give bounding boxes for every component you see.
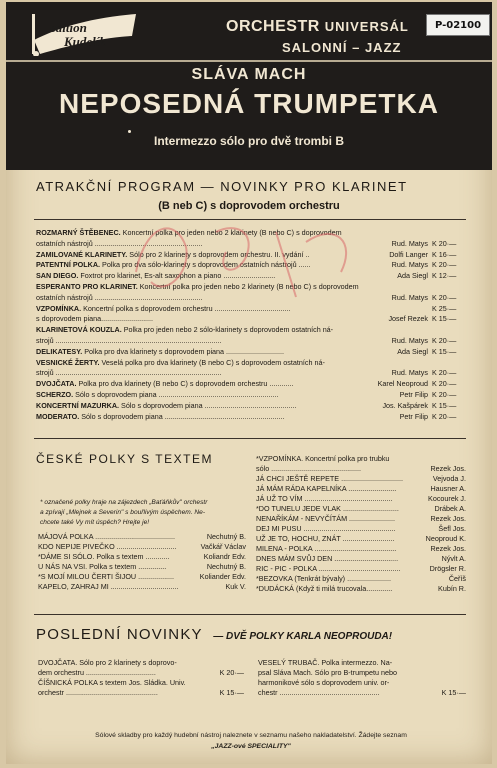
posledni-subtitle: — DVĚ POLKY KARLA NEOPROUDA! bbox=[213, 631, 393, 642]
list-item bbox=[256, 484, 466, 494]
list-item-title: DEJ MI PUSU .............................................. bbox=[256, 524, 396, 533]
list-item bbox=[256, 544, 466, 554]
program-row-text bbox=[36, 347, 284, 358]
program-row-author: Rud. Matys bbox=[391, 260, 428, 270]
list-item-title: JÁ CHCI JEŠTĚ REPETE ............................... bbox=[256, 474, 403, 483]
list-item-title: *DO TUNELU JEDE VLAK ............................ bbox=[256, 504, 399, 513]
program-row-desc: Sólo s doprovodem piana .............................................. bbox=[119, 400, 297, 410]
program-row-author: Karel Neoproud bbox=[377, 379, 428, 389]
list-item bbox=[38, 552, 246, 562]
list-item bbox=[256, 454, 466, 464]
piece-title: NEPOSEDNÁ TRUMPETKA bbox=[59, 88, 439, 119]
dot-mark bbox=[128, 130, 131, 133]
list-item-author: Hausner A. bbox=[430, 484, 466, 493]
program-row-author: Ada Siegl bbox=[397, 346, 428, 356]
list-item-title: harmonikové sólo s doprovodem univ. or- bbox=[258, 678, 390, 687]
list-item-title: DNES MÁM SVŮJ DEN ................................ bbox=[256, 554, 399, 563]
program-row-author: Rud. Matys bbox=[391, 238, 428, 248]
list-item-author: Rezek Jos. bbox=[430, 544, 466, 553]
list-item-author: Drögsler R. bbox=[429, 564, 466, 573]
list-item-author: Koliandr Edv. bbox=[203, 552, 246, 561]
program-row-name: ZAMILOVANÉ KLARINETY. bbox=[36, 249, 128, 259]
list-item-title: UŽ JE TO, HOCHU, ZNÁT .......................... bbox=[256, 534, 395, 543]
program-row-desc: Veselá polka pro dva klarinety (B nebo C) s doprovodem ostatních ná- bbox=[99, 357, 325, 367]
list-item bbox=[38, 542, 246, 552]
list-item-title: MÁJOVÁ POLKA ........................................ bbox=[38, 532, 175, 541]
ceske-right-list bbox=[256, 454, 466, 594]
program-row bbox=[36, 314, 466, 325]
list-item-title: JÁ UŽ TO VÍM ............................................ bbox=[256, 494, 393, 503]
ceske-left-list bbox=[38, 532, 246, 592]
list-item-title: KDO NEPIJE PIVEČKO .............................. bbox=[38, 542, 177, 551]
ceske-title: ČESKÉ POLKY S TEXTEM bbox=[36, 452, 213, 466]
program-row-author: Rud. Matys bbox=[391, 368, 428, 378]
program-row-text bbox=[36, 250, 310, 261]
program-row-text bbox=[36, 260, 311, 271]
middle-separator bbox=[34, 438, 466, 439]
list-item-author: Vejvoda J. bbox=[432, 474, 466, 483]
program-row bbox=[36, 325, 466, 336]
program-row bbox=[36, 368, 466, 379]
program-row-text bbox=[36, 314, 153, 325]
program-row-text bbox=[36, 358, 325, 369]
list-item bbox=[256, 574, 466, 584]
program-row bbox=[36, 239, 466, 250]
footer-note bbox=[36, 730, 466, 752]
program-row bbox=[36, 390, 466, 401]
footer-line-2: „JAZZ-ové SPECIALITY" bbox=[211, 743, 291, 750]
list-item bbox=[38, 688, 244, 698]
list-item-author: Drábek A. bbox=[434, 504, 466, 513]
program-row-text bbox=[36, 325, 333, 336]
program-row-desc: s doprovodem piana.......................... bbox=[36, 314, 154, 324]
list-item-author: Čeříš bbox=[448, 574, 466, 583]
program-row-author: Rud. Matys bbox=[391, 335, 428, 345]
program-row-name: KONCERTNÍ MAZURKA. bbox=[36, 400, 120, 410]
note-line: * označené polky hraje na zájezdech „Baťáňkův" orchestr bbox=[40, 499, 208, 506]
ceske-note bbox=[40, 498, 250, 528]
program-row-text bbox=[36, 271, 275, 282]
program-separator bbox=[34, 219, 466, 220]
list-item-title: *DÁME SI SÓLO. Polka s textem ............ bbox=[38, 552, 170, 561]
program-row-author: Ada Siegl bbox=[397, 271, 428, 281]
program-row-desc: Koncertní polka pro jeden nebo 2 klarinety (B nebo C) s doprovodem bbox=[137, 281, 359, 291]
list-item bbox=[256, 584, 466, 594]
program-row-desc: Polka pro dva sólo-klarinety s doprovodem ostatních nástrojů ...... bbox=[100, 260, 311, 270]
program-row-author: Rud. Matys bbox=[391, 292, 428, 302]
list-item-author: K 15·— bbox=[219, 688, 244, 697]
program-row bbox=[36, 347, 466, 358]
program-row bbox=[36, 260, 466, 271]
program-row-desc: ostatních nástrojů ...................................................... bbox=[36, 238, 203, 248]
program-row-text bbox=[36, 390, 278, 401]
list-item-title: *VZPOMÍNKA. Koncertní polka pro trubku bbox=[256, 454, 390, 463]
list-item bbox=[256, 524, 466, 534]
program-row-text bbox=[36, 228, 342, 239]
list-item-author: Nývlt A. bbox=[441, 554, 466, 563]
program-row-author: Jos. Kašpárek bbox=[382, 400, 428, 410]
program-row-desc: Polka pro dva klarinety s doprovodem piana ............................. bbox=[82, 346, 284, 356]
list-item bbox=[258, 688, 466, 698]
list-item bbox=[38, 572, 246, 582]
list-item bbox=[256, 504, 466, 514]
program-row-price: K 20·— bbox=[432, 238, 457, 248]
program-row-name: ROZMARNÝ ŠTĚBENEC. bbox=[36, 228, 121, 237]
program-row-name: ESPERANTO PRO KLARINET. bbox=[36, 281, 138, 291]
program-row-desc: Polka pro dva klarinety (B nebo C) s doprovodem orchestru ............ bbox=[76, 379, 294, 389]
list-item-author: Vačkář Václav bbox=[200, 542, 246, 551]
program-row bbox=[36, 271, 466, 282]
note-line: chcete také Vy mít úspěch? Hrejte je! bbox=[40, 519, 150, 526]
program-row bbox=[36, 228, 466, 239]
list-item-title: KAPELO, ZAHRAJ MI .................................. bbox=[38, 582, 179, 591]
program-row-price: K 20·— bbox=[432, 411, 457, 421]
program-row-price: K 20·— bbox=[432, 368, 457, 378]
list-item bbox=[256, 474, 466, 484]
program-list bbox=[36, 228, 466, 422]
list-item-title: dem orchestru ................................... bbox=[38, 668, 156, 677]
list-item-title: chestr .................................................. bbox=[258, 688, 380, 697]
program-row-text bbox=[36, 282, 359, 293]
list-item-title: RIC - PIC - POLKA ......................................... bbox=[256, 564, 401, 573]
program-row-name: PATENTNÍ POLKA. bbox=[36, 260, 101, 270]
list-item-author: Neoproud K. bbox=[425, 534, 466, 543]
list-item-author: Nechutný B. bbox=[206, 532, 246, 541]
program-row bbox=[36, 401, 466, 412]
series-subtitle: SALONNÍ – JAZZ bbox=[282, 40, 402, 55]
program-row-author: Josef Rezek bbox=[388, 314, 428, 324]
program-row bbox=[36, 358, 466, 369]
list-item-author: Nechutný B. bbox=[206, 562, 246, 571]
lower-separator bbox=[34, 614, 466, 615]
program-row-desc: Sólo s doprovodem piana ............................................................ bbox=[79, 411, 285, 421]
series-orchestr: ORCHESTR bbox=[226, 18, 320, 35]
list-item bbox=[38, 532, 246, 542]
program-row-price: K 20·— bbox=[432, 389, 457, 399]
program-row-desc: Foxtrot pro klarinet, Es-alt saxophon a piano .......................... bbox=[78, 271, 276, 281]
program-row-text bbox=[36, 293, 203, 304]
program-row-name: SCHERZO. bbox=[36, 389, 74, 399]
header-divider bbox=[6, 60, 492, 62]
list-item-author: Koliander Edv. bbox=[199, 572, 246, 581]
list-item-author: K 20·— bbox=[219, 668, 244, 677]
program-row-name: DELIKATESY. bbox=[36, 346, 83, 356]
list-item-title: psal Sláva Mach. Sólo pro B-trumpetu nebo bbox=[258, 668, 398, 677]
program-subtitle: (B neb C) s doprovodem orchestru bbox=[158, 200, 340, 212]
list-item-title: U NÁS NA VSI. Polka s textem .............. bbox=[38, 562, 167, 571]
program-row-author: Dolfi Langer bbox=[389, 249, 428, 259]
program-row-price: K 25·— bbox=[432, 303, 457, 313]
program-row bbox=[36, 282, 466, 293]
program-row-text bbox=[36, 304, 290, 315]
posledni-title: POSLEDNÍ NOVINKY bbox=[36, 626, 203, 643]
program-row-name: DVOJČATA. bbox=[36, 379, 77, 389]
list-item bbox=[38, 562, 246, 572]
list-item-title: *DUDÁCKÁ (Když ti milá trucovala............. bbox=[256, 584, 393, 593]
posledni-left bbox=[38, 658, 244, 698]
list-item bbox=[256, 564, 466, 574]
header-band bbox=[6, 2, 492, 170]
list-item-title: JÁ MÁM RÁDA KAPELNÍKA ........................ bbox=[256, 484, 397, 493]
posledni-right bbox=[258, 658, 466, 698]
program-row-price: K 12·— bbox=[432, 271, 457, 281]
program-row-price: K 16·— bbox=[432, 249, 457, 259]
program-row-desc: strojů ................................................................................... bbox=[36, 368, 222, 378]
list-item-author: Kubín R. bbox=[438, 584, 466, 593]
program-row-text bbox=[36, 336, 221, 347]
program-row-author: Petr Filip bbox=[399, 389, 428, 399]
list-item-author: Šefl Jos. bbox=[438, 524, 466, 533]
program-row-desc: Polka pro jeden nebo 2 sólo-klarinety s doprovodem ostatních ná- bbox=[121, 325, 334, 335]
list-item bbox=[256, 464, 466, 474]
program-row bbox=[36, 379, 466, 390]
list-item-title: *S MOJÍ MILOU ČERTI ŠIJOU .................. bbox=[38, 572, 175, 581]
list-item-title: MILENA - POLKA ......................................... bbox=[256, 544, 397, 553]
program-row-desc: Koncertní polka s doprovodem orchestru ...................................... bbox=[81, 303, 291, 313]
list-item-title: orchestr .............................................. bbox=[38, 688, 158, 697]
list-item bbox=[258, 678, 466, 688]
list-item-author: Rezek Jos. bbox=[430, 514, 466, 523]
program-row-price: K 15·— bbox=[432, 346, 457, 356]
program-row-author: Petr Filip bbox=[399, 411, 428, 421]
logo-text-2: Kudelík bbox=[64, 34, 106, 49]
logo-text-1: edition bbox=[50, 20, 87, 35]
program-row-text bbox=[36, 368, 221, 379]
list-item bbox=[38, 678, 244, 688]
program-row-name: KLARINETOVÁ KOUZLA. bbox=[36, 325, 122, 335]
program-row-price: K 20·— bbox=[432, 260, 457, 270]
list-item-author: Kuk V. bbox=[225, 582, 246, 591]
program-row-price: K 20·— bbox=[432, 335, 457, 345]
list-item bbox=[38, 582, 246, 592]
program-row-desc: ostatních nástrojů ...................................................... bbox=[36, 292, 203, 302]
list-item bbox=[38, 668, 244, 678]
program-row bbox=[36, 250, 466, 261]
list-item bbox=[256, 494, 466, 504]
catalog-number-label: P-02100 bbox=[426, 14, 490, 36]
program-row bbox=[36, 304, 466, 315]
list-item-title: VESELÝ TRUBAČ. Polka intermezzo. Na- bbox=[258, 658, 393, 667]
list-item-title: ČÍŠNICKÁ POLKA s textem Jos. Sládka. Univ. bbox=[38, 678, 186, 687]
series-universal: UNIVERSÁL bbox=[324, 19, 409, 34]
list-item bbox=[258, 668, 466, 678]
series-name bbox=[226, 18, 409, 36]
program-row-price: K 15·— bbox=[432, 314, 457, 324]
program-row-price: K 20·— bbox=[432, 379, 457, 389]
program-row bbox=[36, 293, 466, 304]
program-row-price: K 15·— bbox=[432, 400, 457, 410]
list-item bbox=[258, 658, 466, 668]
program-row-name: MODERATO. bbox=[36, 411, 80, 421]
program-row-text bbox=[36, 412, 285, 423]
list-item bbox=[256, 554, 466, 564]
list-item bbox=[38, 658, 244, 668]
program-row-desc: strojů ................................................................................... bbox=[36, 335, 222, 345]
program-row-text bbox=[36, 239, 203, 250]
list-item bbox=[256, 534, 466, 544]
list-item-title: DVOJČATA. Sólo pro 2 klarinety s doprovo- bbox=[38, 658, 177, 667]
posledni-heading bbox=[36, 626, 392, 644]
note-line: a zpívají „Mlejnek a Severin" s bouřlivým úspěchem. Ne- bbox=[40, 509, 206, 516]
list-item-title: NENAŘÍKÁM - NEVYČÍTÁM ....................... bbox=[256, 514, 395, 523]
program-title: ATRAKČNÍ PROGRAM — NOVINKY PRO KLARINET bbox=[36, 179, 408, 194]
program-row-name: VESNICKÉ ŽERTY. bbox=[36, 357, 100, 367]
list-item bbox=[256, 514, 466, 524]
composer-name: SLÁVA MACH bbox=[191, 66, 307, 83]
program-row-desc: Sólo pro 2 klarinety s doprovodem orchestru. II. vydání .. bbox=[127, 249, 310, 259]
list-item-author: K 15·— bbox=[441, 688, 466, 697]
program-row bbox=[36, 336, 466, 347]
program-row-name: SAN DIEGO. bbox=[36, 271, 79, 281]
program-row-desc: Sólo s doprovodem piana ............................................................ bbox=[73, 389, 279, 399]
list-item-author: Kocourek J. bbox=[428, 494, 466, 503]
program-row-price: K 20·— bbox=[432, 292, 457, 302]
piece-subtitle: Intermezzo sólo pro dvě trombi B bbox=[153, 134, 345, 148]
list-item-title: sólo ............................................. bbox=[256, 464, 362, 473]
list-item-author: Rezek Jos. bbox=[430, 464, 466, 473]
footer-line-1: Sólové skladby pro každý hudební nástroj naleznete v seznamu našeho nakladatelství. Žádejte seznam bbox=[95, 732, 407, 739]
edition-kudelik-logo bbox=[28, 10, 140, 56]
program-row bbox=[36, 412, 466, 423]
program-row-name: VZPOMÍNKA. bbox=[36, 303, 82, 313]
program-row-text bbox=[36, 379, 293, 390]
program-row-text bbox=[36, 401, 296, 412]
list-item-title: *BEZOVKA (Tenkrát bývaly) ...................... bbox=[256, 574, 392, 583]
program-row-desc: Koncertní polka pro jeden nebo 2 klarinety (B nebo C) s doprovodem bbox=[120, 228, 342, 237]
sheet-music-cover bbox=[6, 2, 492, 764]
